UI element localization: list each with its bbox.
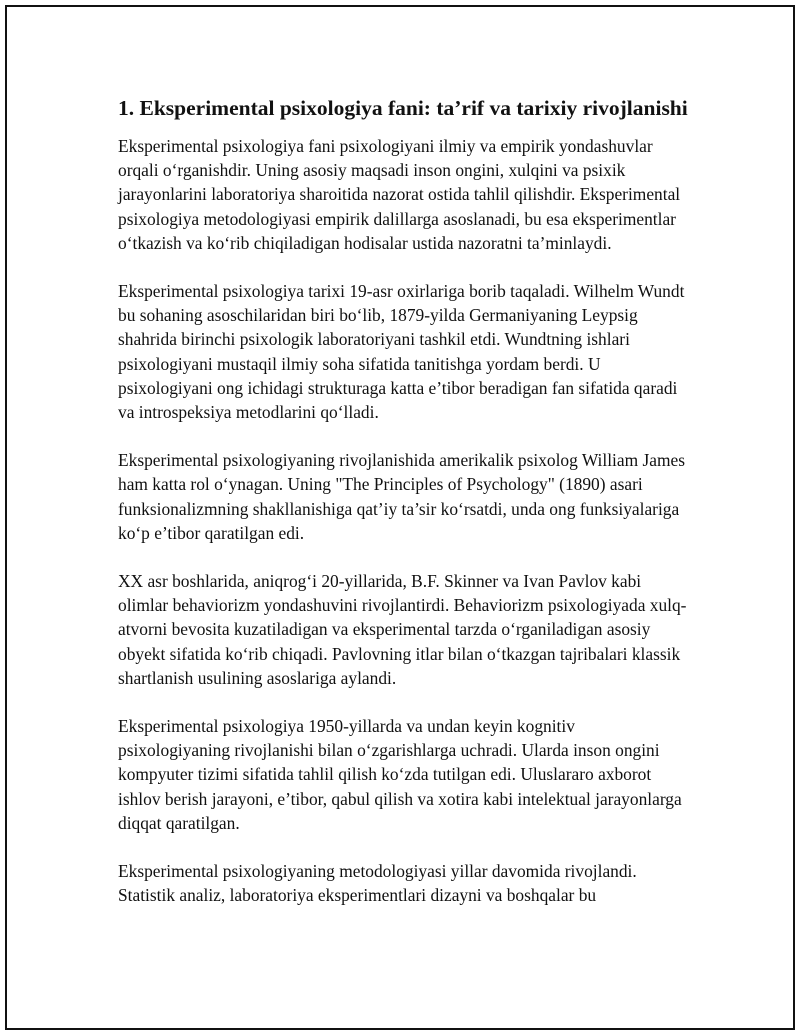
paragraph-behaviorism: XX asr boshlarida, aniqrog‘i 20-yillarida, B.F. Skinner va Ivan Pavlov kabi olimlar behaviorizm yondashuvini rivojlantirdi. Behaviorizm psixologiyada xulq-atvorni bevosita kuzatiladigan va eksperimental tarzda o‘rganiladigan asosiy obyekt sifatida ko‘rib chiqadi. Pavlovning itlar bilan o‘tkazgan tajribalari klassik shartlanish usulining asoslariga aylandi. (118, 571, 687, 688)
paragraph-james: Eksperimental psixologiyaning rivojlanishida amerikalik psixolog William James ham katta rol o‘ynagan. Uning "The Principles of Psychology" (1890) asari funksionalizmning shakllanishiga qat’iy ta’sir ko‘rsatdi, unda ong funksiyalariga ko‘p e’tibor qaratilgan edi. (118, 450, 685, 543)
paragraph-definition: Eksperimental psixologiya fani psixologiyani ilmiy va empirik yondashuvlar orqali o‘rganishdir. Uning asosiy maqsadi inson ongini, xulqini va psixik jarayonlarini laboratoriya sharoitida nazorat ostida tahlil qilishdir. Eksperimental psixologiya metodologiyasi empirik dalillarga asoslanadi, bu esa eksperimentlar o‘tkazish va ko‘rib chiqiladigan hodisalar ustida nazoratni ta’minlaydi. (118, 136, 681, 253)
paragraph-methodology: Eksperimental psixologiyaning metodologiyasi yillar davomida rivojlandi. Statistik analiz, laboratoriya eksperimentlari dizayni va boshqalar bu (118, 861, 637, 906)
document-body (118, 94, 688, 931)
paragraph-wundt: Eksperimental psixologiya tarixi 19-asr oxirlariga borib taqaladi. Wilhelm Wundt bu sohaning asoschilaridan biri bo‘lib, 1879-yilda Germaniyaning Leypsig shahrida birinchi psixologik laboratoriyani tashkil etdi. Wundtning ishlari psixologiyani mustaqil ilmiy soha sifatida tanitishga yordam berdi. U psixologiyani ong ichidagi strukturaga katta e’tibor beradigan fan sifatida qaradi va introspeksiya metodlarini qo‘lladi. (118, 281, 685, 423)
section-title: 1. Eksperimental psixologiya fani: ta’rif va tarixiy rivojlanishi (118, 96, 688, 120)
paragraph-cognitive: Eksperimental psixologiya 1950-yillarda va undan keyin kognitiv psixologiyaning rivojlanishi bilan o‘zgarishlarga uchradi. Ularda inson ongini kompyuter tizimi sifatida tahlil qilish ko‘zda tutilgan edi. Uluslararo axborot ishlov berish jarayoni, e’tibor, qabul qilish va xotira kabi intelektual jarayonlarga diqqat qaratilgan. (118, 716, 682, 833)
